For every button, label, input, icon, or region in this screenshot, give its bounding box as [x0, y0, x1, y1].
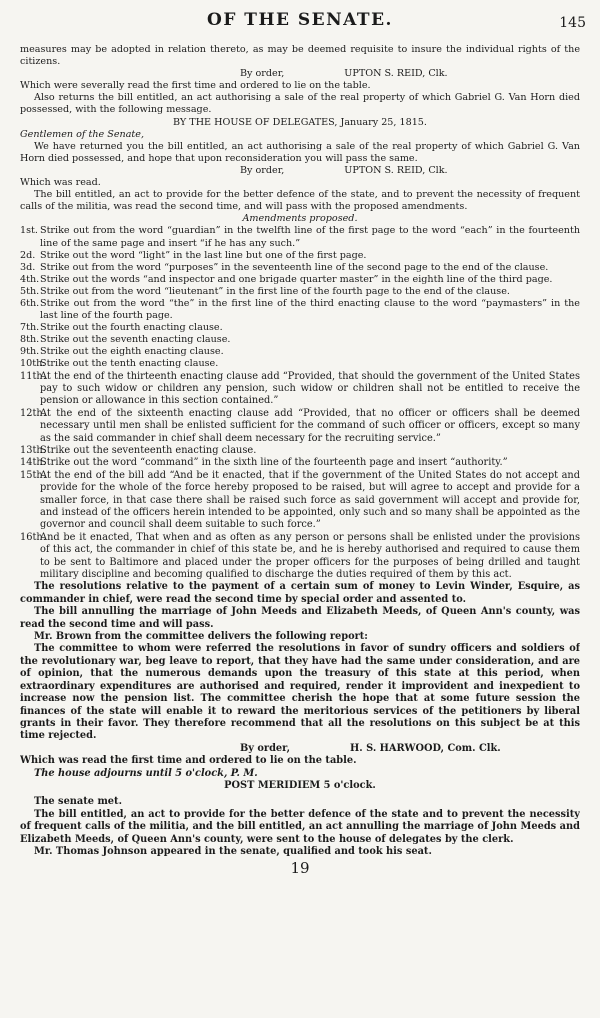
- amendment-number: 6th.: [20, 297, 40, 309]
- by-order: By order,: [240, 68, 285, 80]
- amendment-text: Strike out the tenth enacting clause.: [40, 358, 219, 370]
- clerk-name: UPTON S. REID, Clk.: [344, 164, 448, 176]
- message-text: We have returned you the bill entitled, an act authorising a sale of the real property of which Gabriel G. Van Horn died possessed, and hope that upon reconsideration you will pass the same.: [20, 140, 580, 164]
- amendment-number: 10th.: [20, 358, 46, 370]
- amendment-number: 1st.: [20, 225, 38, 237]
- amendment-item: [20, 346, 580, 358]
- amendment-text: Strike out the eighth enacting clause.: [40, 346, 224, 358]
- amendment-item: [20, 286, 580, 298]
- amendment-item: [20, 225, 580, 249]
- amendment-item: [20, 250, 580, 262]
- senate-met: The senate met.: [34, 796, 122, 808]
- amendment-number: 13th.: [20, 444, 46, 456]
- by-order: By order,: [240, 742, 291, 754]
- amendment-number: 5th.: [20, 285, 40, 297]
- read-first-note: Which were severally read the first time and ordered to lie on the table.: [20, 80, 371, 92]
- amendment-text: At the end of the sixteenth enacting clause add “Provided, that no officer or officers shall be deemed necessary until men shall be enlisted sufficient for the command of such officer or officers, except so many as the said commander in chief shall deem necessary for the recruiting service.”: [40, 407, 580, 444]
- amendment-number: 9th.: [20, 346, 40, 358]
- amendment-number: 8th.: [20, 334, 40, 346]
- amendment-item: [20, 408, 580, 445]
- bills-sent-paragraph: The bill entitled, an act to provide for the better defence of the state and to prevent the necessity of frequent calls of the militia, and the bill entitled, an act annulling the marriage of John Meeds and Elizabeth Meeds, of Queen Ann's county, were sent to the house of delegates by the clerk.: [20, 808, 580, 845]
- amendment-item: [20, 274, 580, 286]
- page-title: OF THE SENATE.: [207, 10, 393, 30]
- meeds-bill-paragraph: The bill annulling the marriage of John Meeds and Elizabeth Meeds, of Queen Ann's county, was read the second time and will pass.: [20, 606, 580, 630]
- amendment-text: Strike out from the word “guardian” in the twelfth line of the first page to the word “each” in the fourteenth line of the same page and insert “if he has any such.”: [40, 225, 580, 249]
- amendment-number: 3d.: [20, 261, 36, 273]
- amendment-text: Strike out from the word “lieutenant” in the first line of the fourth page to the end of the clause.: [40, 285, 510, 297]
- amendment-text: Strike out the seventeenth enacting clause.: [40, 444, 257, 456]
- amendment-item: [20, 262, 580, 274]
- page-body: [20, 44, 580, 1014]
- defence-bill-paragraph: The bill entitled, an act to provide for the better defence of the state, and to prevent the necessity of frequent calls of the militia, was read the second time, and will pass with the proposed amendments.: [20, 189, 580, 213]
- clerk-name: UPTON S. REID, Clk.: [344, 68, 448, 80]
- amendment-item: [20, 298, 580, 322]
- levin-winder-resolutions: The resolutions relative to the payment of a certain sum of money to Levin Winder, Esquire, as commander in chief, were read the second time by special order and assented to.: [20, 581, 580, 605]
- amendment-text: Strike out the words “and inspector and one brigade quarter master” in the eighth line of the third page.: [40, 273, 553, 285]
- amendment-item: [20, 470, 580, 532]
- amendment-item: [20, 532, 580, 582]
- adjourn-note: The house adjourns until 5 o'clock, P. M.: [34, 767, 258, 779]
- amendment-text: At the end of the bill add “And be it enacted, that if the government of the United States do not accept and provide for the whole of the force hereby proposed to be raised, but will agree to accept and provide for a smaller force, in that case there shall be raised such force as said government will accept and provide for, and instead of the officers herein intended to be appointed, only such and so many shall be appointed as the governor and council shall deem suitable to such force.”: [40, 469, 580, 531]
- amendment-item: [20, 445, 580, 457]
- top-paragraph: measures may be adopted in relation thereto, as may be deemed requisite to insure the individual rights of the citizens.: [20, 44, 580, 68]
- report-read-note: Which was read the first time and ordered to lie on the table.: [20, 755, 357, 767]
- amendment-item: [20, 457, 580, 469]
- committee-report: The committee to whom were referred the resolutions in favor of sundry officers and soldiers of the revolutionary war, beg leave to report, that they have had the same under consideration, and are of opinion, that the numerous demands upon the treasury of this state at this period, when extraordinary expenditures are authorised and required, render it improvident and inexpedient to increase now the pension list. The committee cherish the hope that at some future session the finances of the state will enable it to reward the meritorious services of the petitioners by liberal grants in their favor. They therefore recommend that all the resolutions on this subject be at this time rejected.: [20, 643, 580, 742]
- report-signature: [20, 743, 580, 755]
- amendment-number: 15th.: [20, 469, 46, 481]
- which-was-read: Which was read.: [20, 177, 101, 189]
- delegates-heading: BY THE HOUSE OF DELEGATES, January 25, 1815.: [173, 116, 427, 128]
- signature-mark: 19: [290, 859, 310, 878]
- salutation: Gentlemen of the Senate,: [20, 128, 144, 140]
- amendment-item: [20, 334, 580, 346]
- amendment-item: [20, 322, 580, 334]
- amendment-text: Strike out the seventh enacting clause.: [40, 334, 231, 346]
- amendment-number: 12th.: [20, 407, 46, 419]
- amendments-list: [20, 225, 580, 581]
- amendment-number: 14th.: [20, 457, 46, 469]
- amendment-text: Strike out the word “light” in the last line but one of the first page.: [40, 249, 367, 261]
- amendment-text: At the end of the thirteenth enacting clause add “Provided, that should the government of the United States pay to such widow or children any pension, such widow or children shall not be entitled to receive the pension or allowance in this section contained.”: [40, 370, 580, 407]
- amendment-text: Strike out from the word “purposes” in the seventeenth line of the second page to the end of the clause.: [40, 261, 549, 273]
- amendment-text: Strike out the fourth enacting clause.: [40, 322, 223, 334]
- brown-report-intro: Mr. Brown from the committee delivers the following report:: [34, 631, 368, 643]
- amendment-number: 2d.: [20, 249, 36, 261]
- amendments-heading: Amendments proposed.: [242, 213, 358, 225]
- amendment-number: 4th.: [20, 273, 40, 285]
- amendment-text: Strike out the word “command” in the sixth line of the fourteenth page and insert “authority.”: [40, 457, 508, 469]
- amendment-text: And be it enacted, That when and as often as any person or persons shall be enlisted under the provisions of this act, the commander in chief of this state be, and he is hereby authorised and required to cause them to be sent to Baltimore and placed under the proper officers for the purposes of being drilled and taught military discipline and becoming qualified to discharge the duties required of them by this act.: [40, 531, 580, 581]
- clerk-name: H. S. HARWOOD, Com. Clk.: [350, 742, 501, 754]
- by-order: By order,: [240, 164, 285, 176]
- amendment-number: 7th.: [20, 322, 40, 334]
- amendment-item: [20, 371, 580, 408]
- page-number: 145: [559, 15, 586, 31]
- amendment-number: 11th.: [20, 370, 46, 382]
- amendment-item: [20, 358, 580, 370]
- amendment-number: 16th.: [20, 531, 46, 543]
- also-returns-paragraph: Also returns the bill entitled, an act authorising a sale of the real property of which Gabriel G. Van Horn died possessed, with the following message.: [20, 92, 580, 116]
- top-signature: [20, 68, 580, 80]
- page-header: [0, 10, 600, 34]
- message-signature: [20, 165, 580, 177]
- johnson-seated: Mr. Thomas Johnson appeared in the senate, qualified and took his seat.: [34, 845, 432, 857]
- post-meridiem-heading: POST MERIDIEM 5 o'clock.: [224, 779, 376, 791]
- amendment-text: Strike out from the word “the” in the first line of the third enacting clause to the word “paymasters” in the last line of the fourth page.: [40, 297, 580, 322]
